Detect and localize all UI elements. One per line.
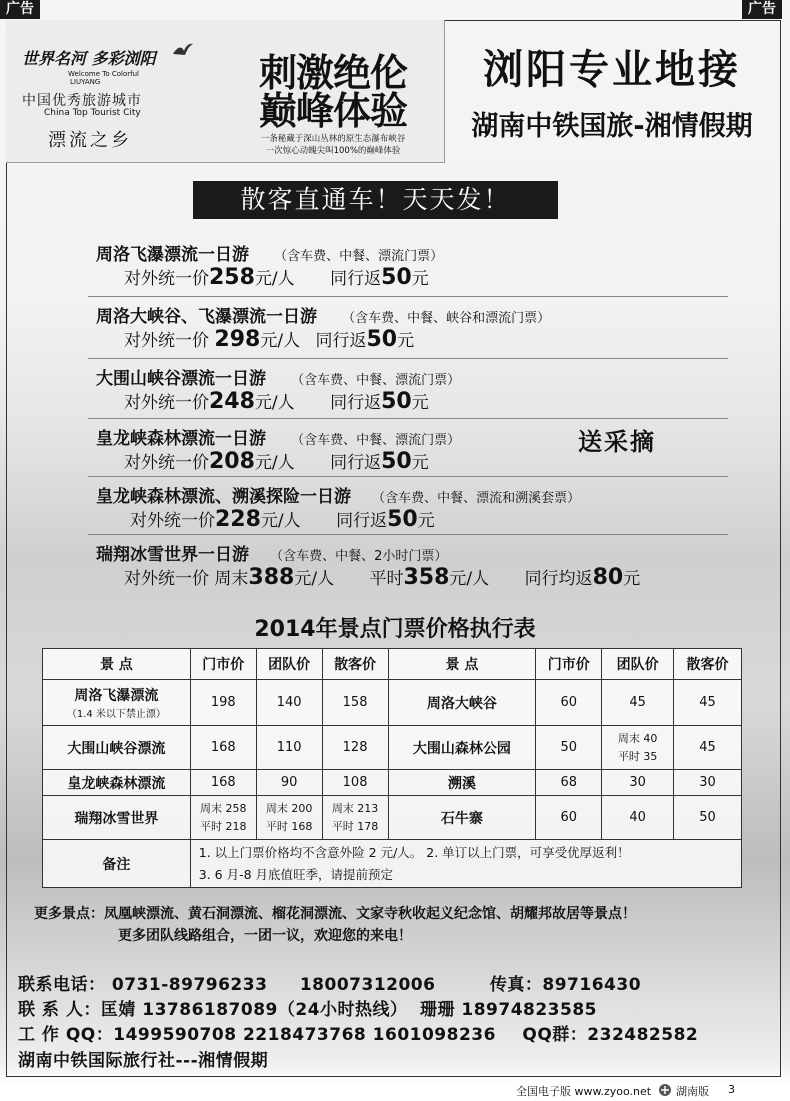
walkin-cell: 108 [322,770,388,796]
tour-name: 周洛大峡谷、飞瀑漂流一日游 [96,307,317,327]
group-cell [256,796,322,840]
table-header-row [43,649,742,680]
price-value: 248 [209,389,255,414]
retail-cell: 168 [190,726,256,770]
group-cell: 90 [256,770,322,796]
more-spots: 更多景点：凤凰峡漂流、黄石洞漂流、榴花洞漂流、文家寺秋收起义纪念馆、胡耀邦故居等景点！ [34,906,636,922]
fax-label: 传真： [489,975,543,995]
tour-5-price [130,506,435,532]
logo-liuyang: LIUYANG [70,78,101,86]
price-lead: 对外统一价 [130,511,215,531]
retail-weekday: 平时 218 [199,819,247,833]
tour-3-price [124,388,429,414]
price-value: 228 [215,507,261,532]
remarks-cell [190,840,741,888]
person-2: 珊珊 18974823585 [419,1000,598,1020]
col-header: 门市价 [190,649,256,680]
walkin-cell: 50 [674,796,742,840]
rebate-unit: 元 [623,569,641,589]
rebate-value: 50 [381,389,412,414]
price-lead: 对外统一价 [124,393,209,413]
qq-numbers: 1499590708 2218473768 1601098236 [113,1025,496,1045]
page-subtitle: 湖南中铁国旅-湘情假期 [471,111,753,142]
logo-welcome: Welcome To Colorful [68,70,139,78]
col-header: 团队价 [602,649,674,680]
price-value: 388 [248,565,295,590]
walkin-cell: 45 [674,680,742,726]
remark-2: 3. 6 月-8 月底值旺季，请提前预定 [198,866,394,882]
walkin-cell [322,796,388,840]
retail-cell: 60 [536,796,602,840]
group-weekend: 周末 40 [617,731,658,745]
rebate-label: 同行返 [330,453,382,473]
price-value: 208 [209,449,255,474]
tour-note: （含车费、中餐、漂流门票） [291,433,461,448]
spot-cell: 大围山峡谷漂流 [43,726,191,770]
weekday-label: 平时 [369,569,404,589]
tour-note: （含车费、中餐、漂流门票） [291,373,461,388]
price-unit: 元/人 [254,393,295,413]
contact-qq-row [18,1020,698,1045]
weekday-unit: 元/人 [449,569,490,589]
rebate-label: 同行返 [336,511,388,531]
page-number: 3 [728,1083,735,1096]
rebate-value: 80 [592,565,624,590]
walkin-cell: 128 [322,726,388,770]
company-name: 湖南中铁国际旅行社---湘情假期 [18,1051,269,1071]
logo-city-en: China Top Tourist City [44,108,141,118]
spot-cell: 大围山森林公园 [388,726,536,770]
tour-name: 皇龙峡森林漂流一日游 [96,429,266,449]
footer-site: 全国电子版 www.zyoo.net [516,1085,652,1098]
spot-cell: 溯溪 [388,770,536,796]
retail-cell: 68 [536,770,602,796]
divider [88,296,728,297]
retail-cell: 168 [190,770,256,796]
retail-weekend: 周末 258 [199,801,247,815]
weekday-price: 358 [403,565,450,590]
spot-cell: 石牛寨 [388,796,536,840]
price-lead: 对外统一价 [124,331,209,351]
group-weekday: 平时 35 [617,749,658,763]
retail-cell: 50 [536,726,602,770]
rebate-unit: 元 [417,511,435,531]
price-unit: 元/人 [294,569,335,589]
rebate-value: 50 [387,507,418,532]
walkin-weekday: 平时 178 [331,819,379,833]
rebate-unit: 元 [411,453,429,473]
table-row [43,726,742,770]
spot-cell: 瑞翔冰雪世界 [43,796,191,840]
qq-group-label: QQ群： [522,1025,588,1045]
phone-2: 18007312006 [299,975,436,995]
col-header: 散客价 [322,649,388,680]
spot-note: （1.4 米以下禁止漂） [66,709,166,720]
remarks-label: 备注 [43,840,191,888]
slogan-line2: 巅峰体验 [258,89,407,133]
page-title: 浏阳专业地接 [483,47,741,93]
rebate-value: 50 [381,449,412,474]
walkin-cell: 45 [674,726,742,770]
slogan-sub1: 一条秘藏于深山丛林的原生态瀑布峡谷 [260,134,406,144]
tour-4-title [96,424,460,449]
price-lead: 对外统一价 [124,453,209,473]
spot-name: 周洛飞瀑漂流 [74,688,159,704]
group-cell: 110 [256,726,322,770]
col-header: 门市价 [536,649,602,680]
group-cell: 140 [256,680,322,726]
tour-note: （含车费、中餐、漂流门票） [274,249,444,264]
contact-phone-row [18,970,641,995]
tour-1-price [124,264,429,290]
slogan-sub2: 一次惊心动魄尖叫100%的巅峰体验 [265,146,401,156]
rebate-label: 同行返 [330,393,382,413]
person-1: 匡婧 13786187089（24小时热线） [100,1000,408,1020]
price-unit: 元/人 [260,331,301,351]
ticket-price-table [42,648,742,888]
tour-note: （含车费、中餐、峡谷和漂流门票） [342,311,551,326]
divider [88,476,728,477]
price-unit: 元/人 [260,511,301,531]
site-logo-icon [658,1082,672,1101]
ad-label-left: 广告 [0,0,40,19]
col-header: 景 点 [43,649,191,680]
tour-6-title [96,540,447,565]
tour-name: 瑞翔冰雪世界一日游 [96,545,249,565]
table-title: 2014年景点门票价格执行表 [254,617,536,642]
divider [88,418,728,419]
spot-cell [43,680,191,726]
rebate-unit: 元 [411,269,429,289]
logo-rafting-town: 漂流之乡 [48,130,132,151]
phone-1: 0731-89796233 [111,975,268,995]
slogan-line1: 刺激绝伦 [258,51,407,95]
phone-label: 联系电话： [18,975,106,995]
tour-5-title [96,482,580,507]
qq-label: 工 作 QQ： [18,1025,114,1045]
group-cell: 40 [602,796,674,840]
walkin-cell: 30 [674,770,742,796]
tour-1-title [96,240,443,265]
qq-group: 232482582 [587,1025,699,1045]
group-cell: 30 [602,770,674,796]
tour-note: （含车费、中餐、2小时门票） [270,549,448,564]
rebate-unit: 元 [411,393,429,413]
ad-label-right: 广告 [742,0,782,19]
table-row [43,796,742,840]
price-unit: 元/人 [254,269,295,289]
spot-cell: 皇龙峡森林漂流 [43,770,191,796]
tour-3-title [96,364,460,389]
gift-note: 送采摘 [578,428,656,456]
logo-city-title: 中国优秀旅游城市 [22,93,142,109]
table-row [43,770,742,796]
table-row [43,680,742,726]
bird-icon [172,42,194,62]
more-routes: 更多团队线路组合，一团一议，欢迎您的来电！ [118,928,412,944]
divider [88,358,728,359]
spot-cell: 周洛大峡谷 [388,680,536,726]
col-header: 团队价 [256,649,322,680]
footer-edition: 湖南版 [676,1085,709,1098]
price-unit: 元/人 [254,453,295,473]
logo-slogan: 世界名河 多彩浏阳 [22,49,156,68]
tour-6-price [124,564,640,590]
tour-name: 皇龙峡森林漂流、溯溪探险一日游 [96,487,351,507]
tour-name: 周洛飞瀑漂流一日游 [96,245,249,265]
group-weekend: 周末 200 [265,801,313,815]
remarks-row [43,840,742,888]
rebate-label: 同行均返 [524,569,593,589]
rebate-label: 同行返 [330,269,382,289]
walkin-weekend: 周末 213 [331,801,379,815]
rebate-unit: 元 [397,331,415,351]
rebate-value: 50 [381,265,412,290]
group-weekday: 平时 168 [265,819,313,833]
group-cell [602,726,674,770]
divider [88,534,728,535]
walkin-cell: 158 [322,680,388,726]
col-header: 散客价 [674,649,742,680]
rebate-value: 50 [366,327,398,352]
tour-2-title [96,302,550,327]
contact-person-row [18,995,597,1020]
banner: 散客直通车！天天发！ [193,181,558,219]
price-lead: 对外统一价 [124,269,209,289]
price-value: 258 [209,265,255,290]
fax-number: 89716430 [542,975,642,995]
tour-2-price [124,326,414,352]
retail-cell [190,796,256,840]
col-header: 景 点 [388,649,536,680]
person-label: 联 系 人： [18,1000,101,1020]
tour-4-price [124,448,429,474]
tour-name: 大围山峡谷漂流一日游 [96,369,266,389]
tour-note: （含车费、中餐、漂流和溯溪套票） [372,491,581,506]
price-lead: 对外统一价 周末 [124,569,249,589]
rebate-label: 同行返 [315,331,367,351]
group-cell: 45 [602,680,674,726]
price-value: 298 [214,327,261,352]
retail-cell: 60 [536,680,602,726]
retail-cell: 198 [190,680,256,726]
remark-1: 1. 以上门票价格均不含意外险 2 元/人。 2. 单订以上门票，可享受优厚返利！ [198,844,630,860]
